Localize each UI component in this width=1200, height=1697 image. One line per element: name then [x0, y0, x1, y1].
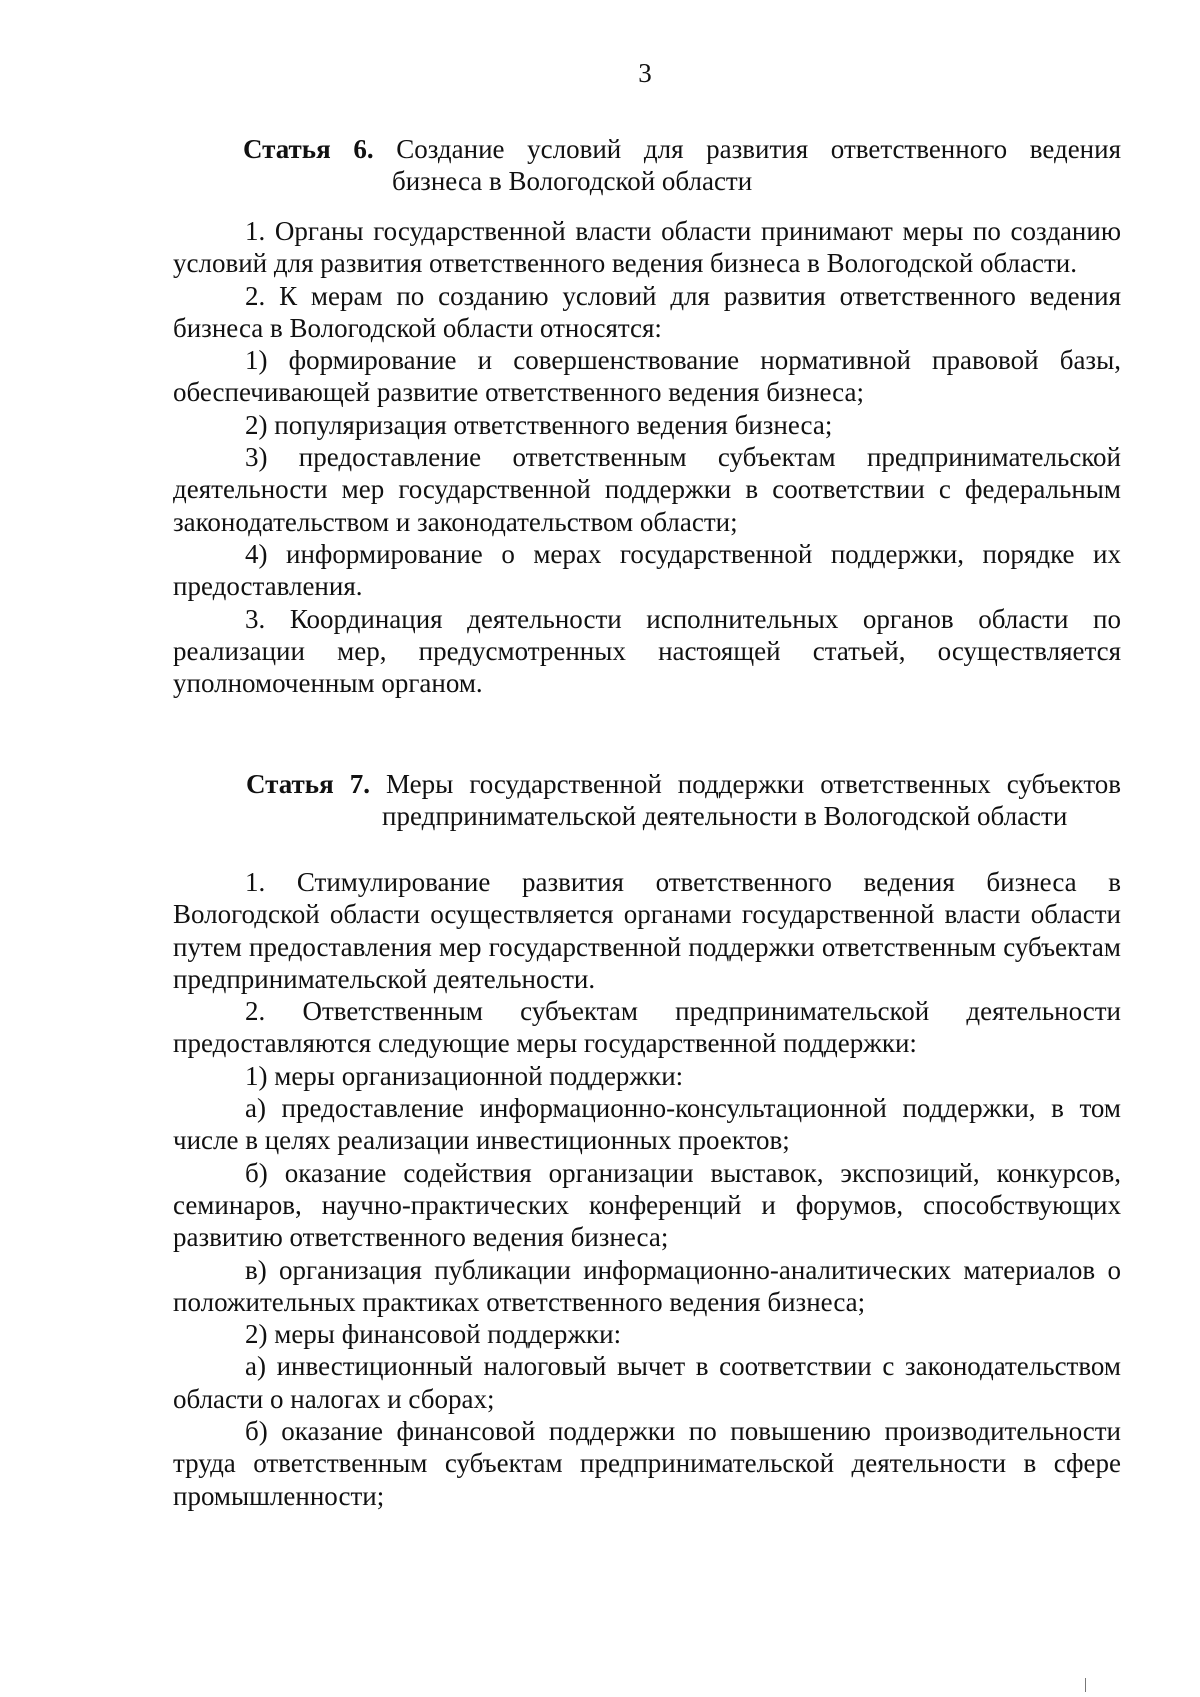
article-6-title-line2: бизнеса в Вологодской области — [392, 166, 753, 196]
article-7-paragraph: 2) меры финансовой поддержки: — [245, 1319, 622, 1350]
article-7-title-line2: предпринимательской деятельности в Вологодской области — [382, 801, 1068, 831]
article-6-paragraph: 1. Органы государственной власти области принимают меры по созданию условий для развития ответственного ведения бизнеса в Вологодской области. — [173, 216, 1121, 279]
article-6-label: Статья 6. — [243, 134, 374, 164]
article-7-paragraph: б) оказание финансовой поддержки по повышению производительности труда ответственным субъектам предпринимательской деятельности в сфере промышленности; — [173, 1416, 1121, 1511]
page-number: 3 — [638, 58, 652, 88]
article-6-paragraph: 2. К мерам по созданию условий для развития ответственного ведения бизнеса в Вологодской области относятся: — [173, 280, 1121, 343]
article-7-paragraph: а) инвестиционный налоговый вычет в соответствии с законодательством области о налогах и сборах; — [173, 1351, 1121, 1414]
scan-mark — [1085, 1678, 1086, 1692]
article-7-paragraph: б) оказание содействия организации выставок, экспозиций, конкурсов, семинаров, научно-практических конференций и форумов, способствующих развитию ответственного ведения бизнеса; — [173, 1157, 1121, 1253]
article-6-paragraph: 3. Координация деятельности исполнительных органов области по реализации мер, предусмотренных настоящей статьей, осуществляется уполномоченным органом. — [173, 603, 1121, 699]
article-7-body — [173, 866, 1121, 1512]
article-7-title-line1: Меры государственной поддержки ответственных субъектов — [386, 769, 1122, 799]
article-6-title-line1: Создание условий для развития ответственного ведения — [396, 134, 1121, 164]
article-6-paragraph: 3) предоставление ответственным субъектам предпринимательской деятельности мер государственной поддержки в соответствии с федеральным законодательством и законодательством области; — [173, 442, 1121, 537]
article-6-paragraph: 1) формирование и совершенствование нормативной правовой базы, обеспечивающей развитие ответственного ведения бизнеса; — [173, 345, 1121, 408]
article-6-heading — [243, 133, 1121, 165]
article-7-paragraph: 1) меры организационной поддержки: — [245, 1060, 684, 1091]
article-7-paragraph: 1. Стимулирование развития ответственного ведения бизнеса в Вологодской области осуществляется органами государственной власти области путем предоставления мер государственной поддержки ответственным субъектам предпринимательской деятельности. — [173, 867, 1121, 994]
article-6-paragraph: 2) популяризация ответственного ведения бизнеса; — [245, 409, 833, 440]
article-7-paragraph: а) предоставление информационно-консультационной поддержки, в том числе в целях реализации инвестиционных проектов; — [173, 1093, 1121, 1156]
article-6-paragraph: 4) информирование о мерах государственной поддержки, порядке их предоставления. — [173, 538, 1121, 602]
article-7-paragraph: в) организация публикации информационно-аналитических материалов о положительных практиках ответственного ведения бизнеса; — [173, 1254, 1121, 1317]
article-7-heading — [246, 768, 1121, 800]
article-6-body — [173, 215, 1121, 699]
article-7-paragraph: 2. Ответственным субъектам предпринимательской деятельности предоставляются следующие меры государственной поддержки: — [173, 996, 1121, 1059]
article-7-label: Статья 7. — [246, 769, 370, 799]
